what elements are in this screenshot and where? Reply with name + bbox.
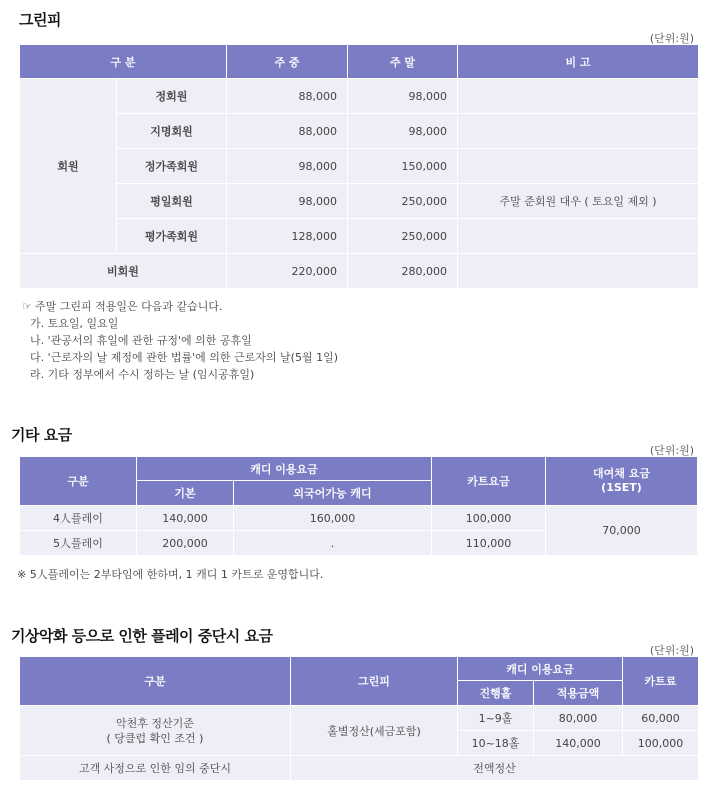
- weekend-fee: 250,000: [348, 219, 457, 253]
- list-item: 라. 기타 정부에서 수시 정하는 날 (임시공휴일): [30, 368, 255, 381]
- nonmember-label: 비회원: [20, 254, 226, 288]
- table-row: [20, 184, 698, 218]
- row-label: 지명회원: [117, 114, 226, 148]
- foreign-fee: 160,000: [234, 506, 431, 530]
- table-row: [20, 756, 698, 780]
- row-label: 정회원: [117, 79, 226, 113]
- notes-intro-text: 주말 그린피 적용일은 다음과 같습니다.: [35, 300, 223, 313]
- table-row: [20, 254, 698, 288]
- basic-fee: 200,000: [137, 531, 233, 555]
- cart-fee: 100,000: [623, 731, 698, 755]
- customer-stop-value: 전액정산: [291, 756, 698, 780]
- weekday-fee: 220,000: [227, 254, 347, 288]
- remark-cell: [458, 254, 698, 288]
- weekday-fee: 88,000: [227, 114, 347, 148]
- applied-amount: 80,000: [534, 706, 622, 730]
- table-row: [20, 79, 698, 113]
- table-row: [20, 706, 698, 730]
- list-item: 가. 토요일, 일요일: [30, 317, 119, 330]
- weekend-fee: 98,000: [348, 79, 457, 113]
- header-weekday: 주 중: [227, 45, 347, 78]
- weekend-fee: 150,000: [348, 149, 457, 183]
- cart-fee: 60,000: [623, 706, 698, 730]
- pointing-hand-icon: ☞: [22, 300, 32, 313]
- greenfee-title: 그린피: [19, 11, 61, 29]
- cart-fee: 110,000: [432, 531, 545, 555]
- weekday-fee: 128,000: [227, 219, 347, 253]
- rain-criteria-line-2: ( 당클럽 확인 조건 ): [106, 731, 204, 745]
- header-greenfee: 그린피: [291, 657, 457, 705]
- greenfee-table: [19, 44, 699, 289]
- weather-title: 기상악화 등으로 인한 플레이 중단시 요금: [11, 627, 273, 645]
- header-category: 구분: [20, 657, 290, 705]
- list-item: 다. '근로자의 날 제정에 관한 법률'에 의한 근로자의 날(5월 1일): [30, 351, 338, 364]
- holes-played: 1~9홀: [458, 706, 533, 730]
- row-label: 정가족회원: [117, 149, 226, 183]
- greenfee-unit: (단위:원): [649, 32, 694, 45]
- weather-table: [19, 656, 699, 781]
- table-row: [20, 506, 697, 530]
- table-row: [20, 219, 698, 253]
- holes-played: 10~18홀: [458, 731, 533, 755]
- header-remark: 비 고: [458, 45, 698, 78]
- header-foreign: 외국어가능 캐디: [234, 481, 431, 505]
- rental-fee: 70,000: [546, 506, 697, 555]
- foreign-fee: .: [234, 531, 431, 555]
- basic-fee: 140,000: [137, 506, 233, 530]
- remark-cell: [458, 114, 698, 148]
- header-holes: 진행홀: [458, 681, 533, 705]
- remark-cell: [458, 79, 698, 113]
- header-caddie: 캐디 이용요금: [458, 657, 622, 680]
- remark-cell: [458, 219, 698, 253]
- other-fees-unit: (단위:원): [649, 444, 694, 457]
- applied-amount: 140,000: [534, 731, 622, 755]
- header-basic: 기본: [137, 481, 233, 505]
- header-amount: 적용금액: [534, 681, 622, 705]
- member-group-label: 회원: [20, 79, 116, 253]
- table-row: [20, 114, 698, 148]
- weekend-fee: 280,000: [348, 254, 457, 288]
- weekday-fee: 88,000: [227, 79, 347, 113]
- header-cart: 카트료: [623, 657, 698, 705]
- greenfee-settlement: 홀별정산(세금포함): [291, 706, 457, 755]
- other-fees-note: ※ 5人플레이는 2부타임에 한하며, 1 캐디 1 카트로 운영합니다.: [17, 568, 324, 581]
- header-caddie: 캐디 이용요금: [137, 457, 431, 480]
- weekday-fee: 98,000: [227, 149, 347, 183]
- list-item: 나. '관공서의 휴일에 관한 규정'에 의한 공휴일: [30, 334, 252, 347]
- other-fees-title: 기타 요금: [11, 426, 72, 444]
- customer-stop-label: 고객 사정으로 인한 임의 중단시: [20, 756, 290, 780]
- header-rental: 대여채 요금 (1SET): [546, 457, 697, 505]
- notes-intro: [22, 298, 338, 315]
- row-label: 평가족회원: [117, 219, 226, 253]
- weekend-fee: 250,000: [348, 184, 457, 218]
- weather-unit: (단위:원): [649, 644, 694, 657]
- header-weekend: 주 말: [348, 45, 457, 78]
- remark-cell: 주말 준회원 대우 ( 토요일 제외 ): [458, 184, 698, 218]
- weekday-fee: 98,000: [227, 184, 347, 218]
- row-label: 평일회원: [117, 184, 226, 218]
- row-label: 4人플레이: [20, 506, 136, 530]
- header-cart: 카트요금: [432, 457, 545, 505]
- rain-criteria-line-1: 악천후 정산기준: [116, 716, 194, 730]
- header-category: 구 분: [20, 45, 226, 78]
- rain-criteria-label: [20, 706, 290, 755]
- greenfee-notes: [22, 298, 338, 383]
- table-row: [20, 149, 698, 183]
- remark-cell: [458, 149, 698, 183]
- header-category: 구분: [20, 457, 136, 505]
- weekend-fee: 98,000: [348, 114, 457, 148]
- row-label: 5人플레이: [20, 531, 136, 555]
- other-fees-table: [19, 456, 698, 556]
- cart-fee: 100,000: [432, 506, 545, 530]
